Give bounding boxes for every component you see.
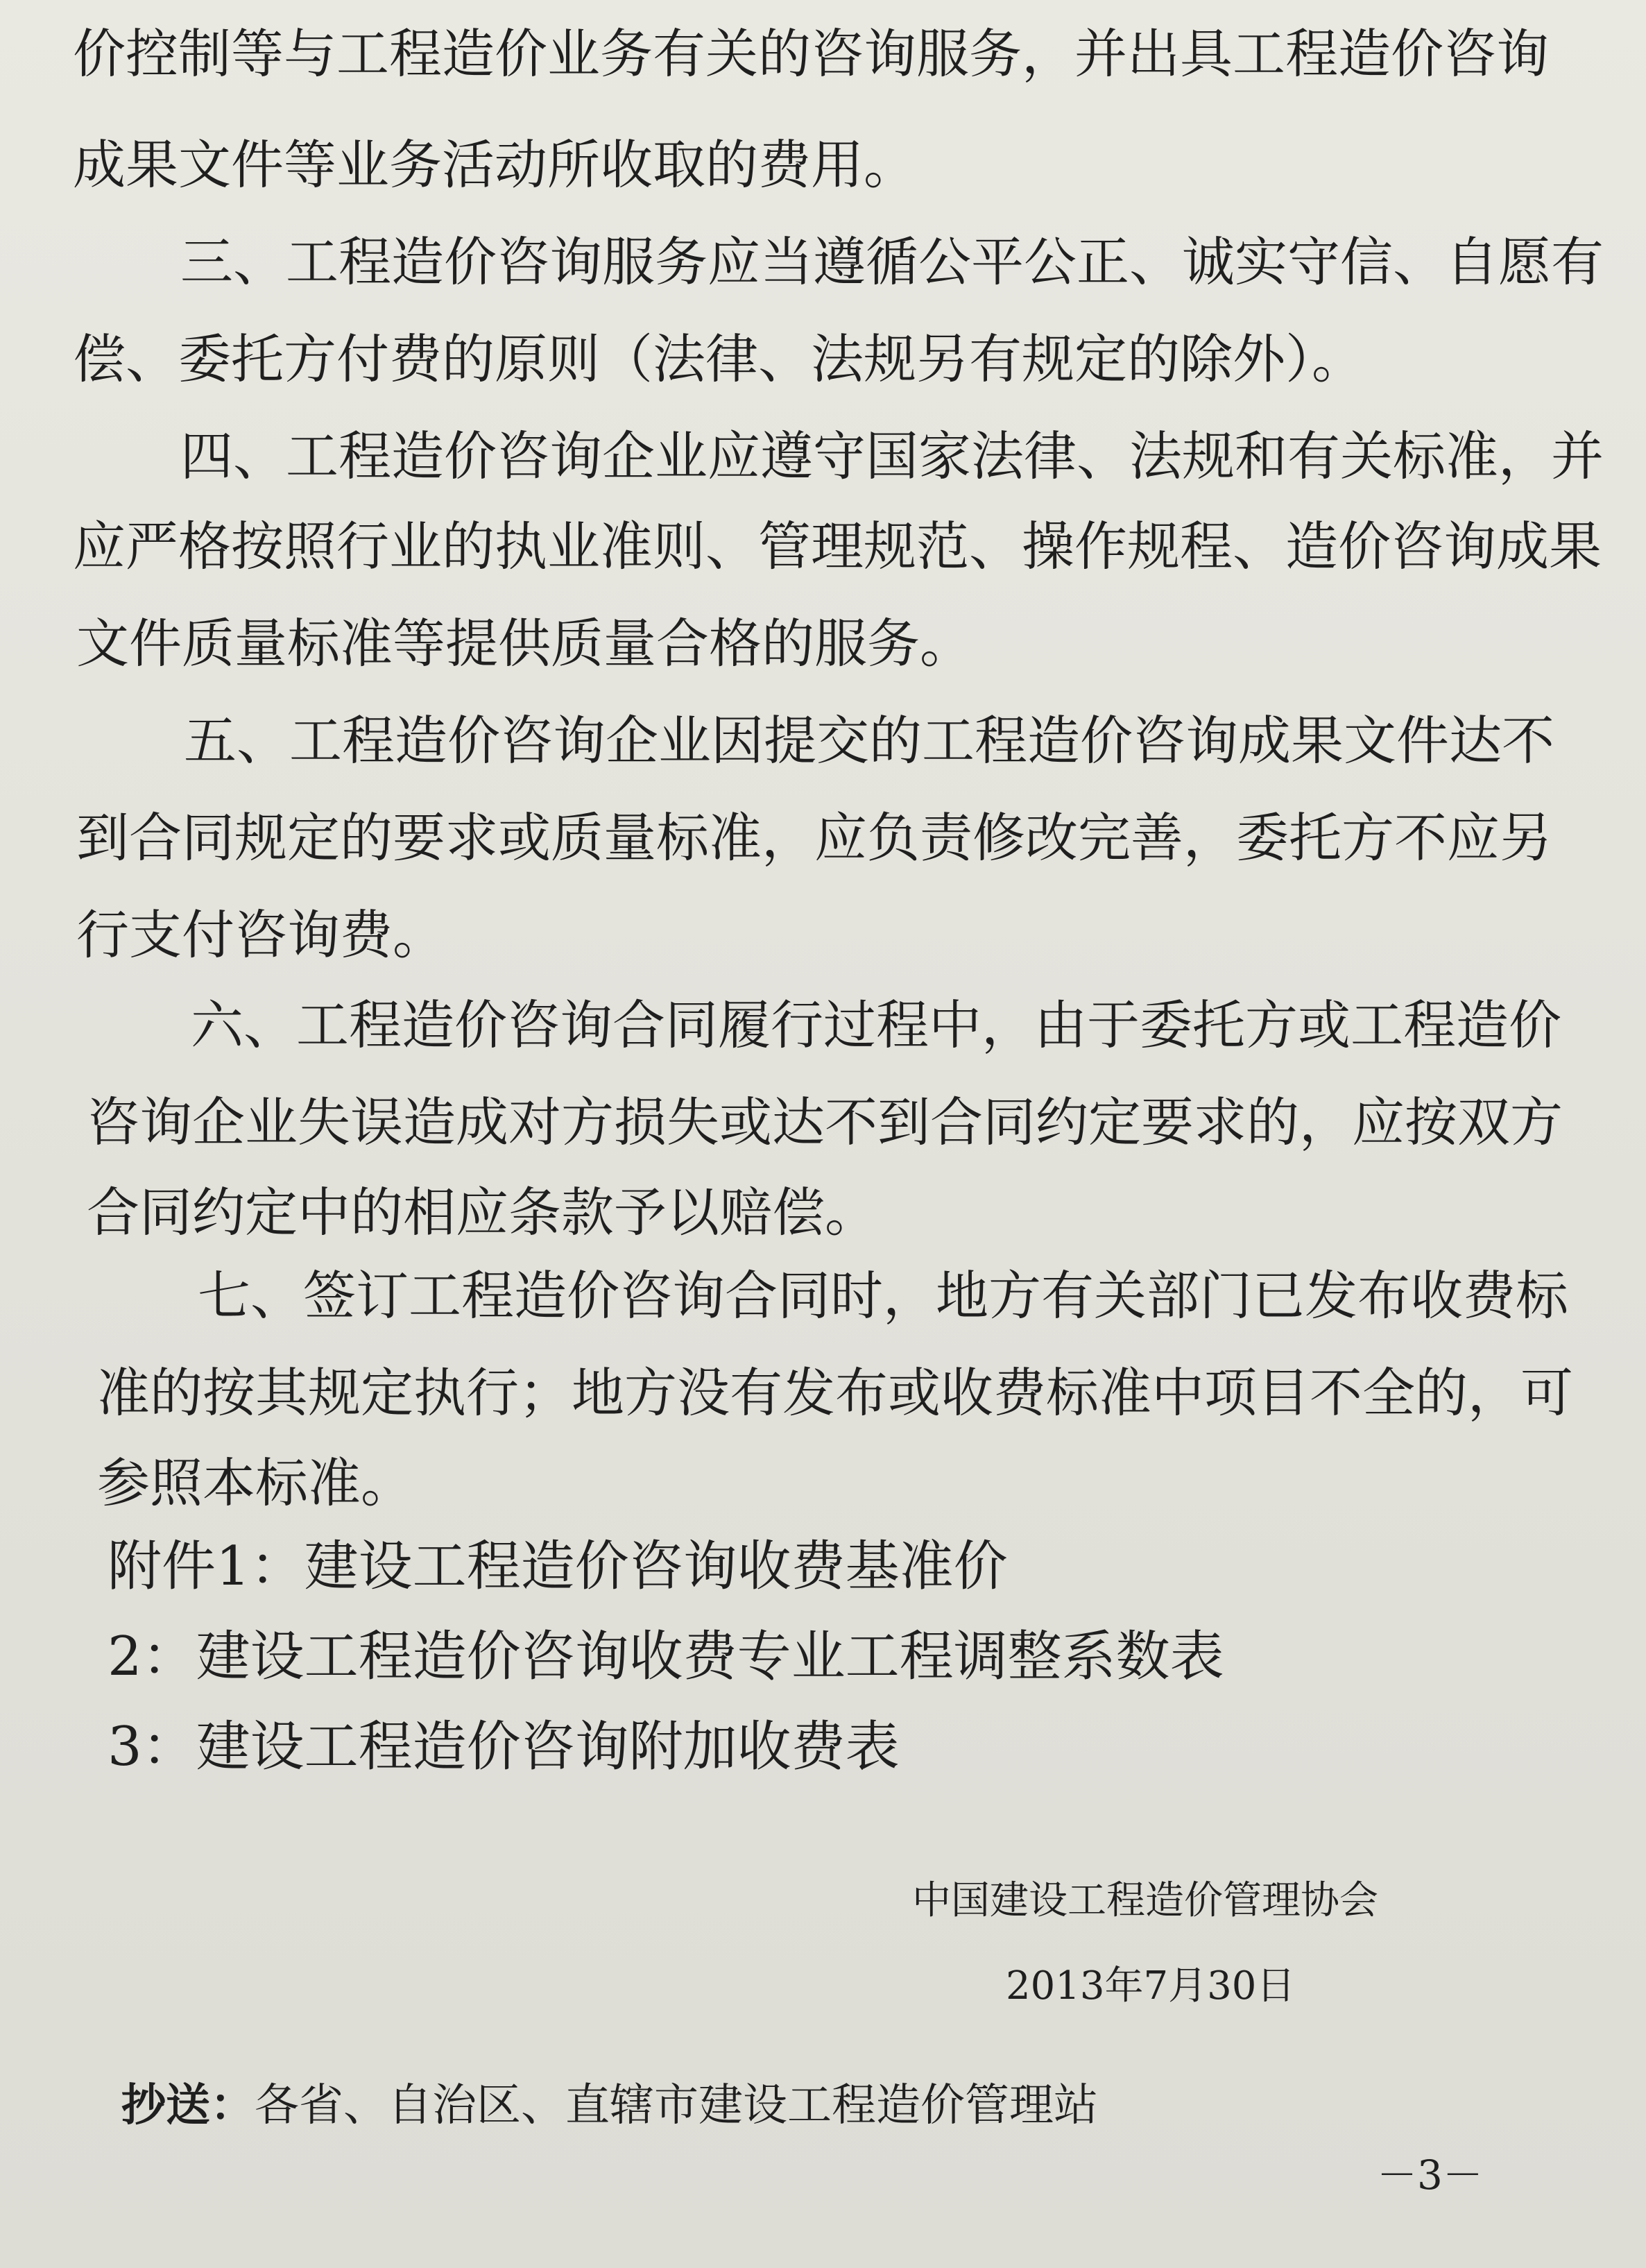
body-line-13: 合同约定中的相应条款予以赔偿。 (87, 1182, 877, 1243)
body-line-12: 咨询企业失误造成对方损失或达不到合同约定要求的，应按双方 (87, 1091, 1563, 1153)
signature-date: 2013年7月30日 (1006, 1963, 1296, 2009)
body-line-7: 文件质量标准等提供质量合格的服务。 (76, 613, 972, 674)
body-line-15: 准的按其规定执行；地方没有发布或收费标准中项目不全的，可 (97, 1362, 1573, 1424)
attachment-2: 2：建设工程造价咨询收费专业工程调整系数表 (108, 1626, 1224, 1688)
body-line-2: 成果文件等业务活动所收取的费用。 (73, 134, 916, 196)
cc-text: 各省、自治区、直辖市建设工程造价管理站 (255, 2080, 1098, 2131)
cc-label: 抄送： (121, 2079, 255, 2131)
body-line-5: 四、工程造价咨询企业应遵守国家法律、法规和有关标准，并 (180, 425, 1604, 487)
body-line-14: 七、签订工程造价咨询合同时，地方有关部门已发布收费标 (198, 1265, 1568, 1327)
body-line-8: 五、工程造价咨询企业因提交的工程造价咨询成果文件达不 (184, 710, 1554, 771)
page-number: －3－ (1377, 2151, 1483, 2199)
attachment-3: 3：建设工程造价咨询附加收费表 (108, 1716, 900, 1778)
body-line-11: 六、工程造价咨询合同履行过程中，由于委托方或工程造价 (191, 994, 1561, 1056)
body-line-16: 参照本标准。 (97, 1452, 413, 1514)
carbon-copy (121, 2074, 1098, 2137)
body-line-3: 三、工程造价咨询服务应当遵循公平公正、诚实守信、自愿有 (180, 231, 1604, 293)
body-line-1: 价控制等与工程造价业务有关的咨询服务，并出具工程造价咨询 (73, 23, 1549, 85)
body-line-9: 到合同规定的要求或质量标准，应负责修改完善，委托方不应另 (76, 807, 1552, 869)
body-line-6: 应严格按照行业的执业准则、管理规范、操作规程、造价咨询成果 (73, 515, 1602, 577)
attachment-1: 附件1：建设工程造价咨询收费基准价 (108, 1535, 1008, 1598)
signature-org: 中国建设工程造价管理协会 (912, 1878, 1378, 1923)
body-line-10: 行支付咨询费。 (76, 904, 445, 966)
body-line-4: 偿、委托方付费的原则（法律、法规另有规定的除外）。 (73, 328, 1364, 390)
